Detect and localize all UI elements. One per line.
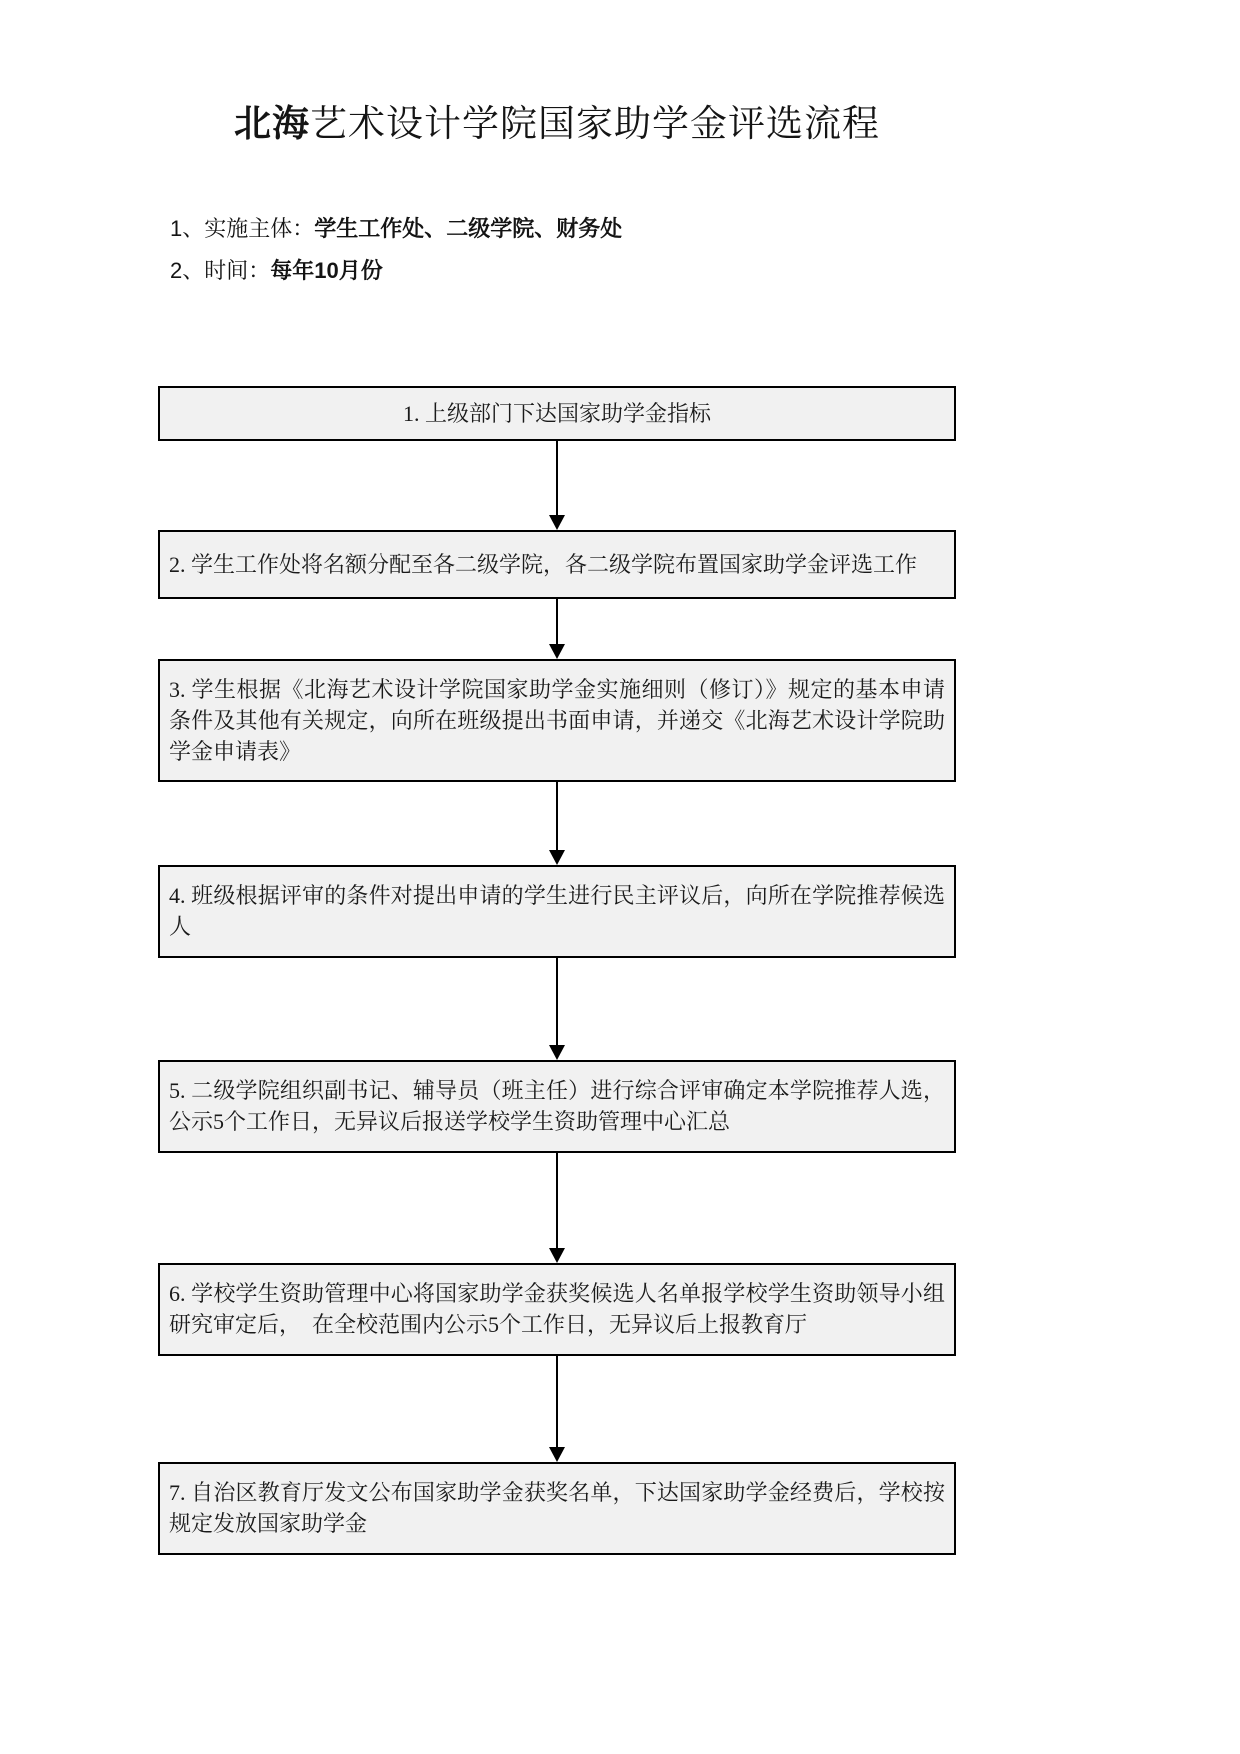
meta-item-time	[170, 256, 956, 286]
meta-list	[158, 214, 956, 286]
flow-step-5	[158, 1060, 956, 1153]
arrow-line	[556, 441, 558, 515]
down-arrow-icon	[549, 1248, 565, 1263]
flow-step-7	[158, 1462, 956, 1555]
page-title	[158, 0, 956, 150]
flow-connector-5	[158, 1153, 956, 1263]
flow-step-3	[158, 659, 956, 782]
meta-time-value: 每年10月份	[270, 258, 383, 283]
flow-step-2	[158, 530, 956, 599]
flow-step-6	[158, 1263, 956, 1356]
flowchart	[158, 386, 956, 1555]
down-arrow-icon	[549, 644, 565, 659]
page-title-rest: 艺术设计学院国家助学金评选流程	[310, 103, 880, 144]
flow-connector-4	[158, 958, 956, 1060]
arrow-line	[556, 782, 558, 850]
document-content	[158, 0, 956, 1555]
flow-step-4	[158, 865, 956, 958]
arrow-line	[556, 958, 558, 1045]
flow-connector-1	[158, 441, 956, 530]
flow-connector-6	[158, 1356, 956, 1462]
flow-step-1-text: 1. 上级部门下达国家助学金指标	[402, 401, 711, 426]
down-arrow-icon	[549, 1447, 565, 1462]
meta-time-label: 2、时间：	[170, 258, 271, 283]
down-arrow-icon	[549, 515, 565, 530]
down-arrow-icon	[549, 1045, 565, 1060]
arrow-line	[556, 1356, 558, 1447]
flow-connector-2	[158, 599, 956, 659]
flow-step-4-text: 4. 班级根据评审的条件对提出申请的学生进行民主评议后，向所在学院推荐候选人	[169, 883, 945, 939]
flow-step-2-text: 2. 学生工作处将名额分配至各二级学院，各二级学院布置国家助学金评选工作	[169, 552, 918, 577]
flow-step-6-text: 6. 学校学生资助管理中心将国家助学金获奖候选人名单报学校学生资助领导小组研究审定后， 在全校范围内公示5个工作日，无异议后上报教育厅	[169, 1281, 945, 1337]
meta-subject-label: 1、实施主体：	[170, 216, 315, 241]
arrow-line	[556, 1153, 558, 1248]
flow-step-7-text: 7. 自治区教育厅发文公布国家助学金获奖名单，下达国家助学金经费后，学校按规定发放国家助学金	[169, 1480, 945, 1536]
flow-step-1	[158, 386, 956, 441]
arrow-line	[556, 599, 558, 644]
flow-step-3-text: 3. 学生根据《北海艺术设计学院国家助学金实施细则（修订）》规定的基本申请条件及其他有关规定，向所在班级提出书面申请，并递交《北海艺术设计学院助学金申请表》	[169, 677, 945, 764]
flow-connector-3	[158, 782, 956, 865]
meta-subject-value: 学生工作处、二级学院、财务处	[314, 216, 623, 241]
flow-step-5-text: 5. 二级学院组织副书记、辅导员（班主任）进行综合评审确定本学院推荐人选，公示5个工作日，无异议后报送学校学生资助管理中心汇总	[169, 1078, 945, 1134]
down-arrow-icon	[549, 850, 565, 865]
page-title-emphasis: 北海	[234, 103, 310, 144]
meta-item-subject	[170, 214, 956, 244]
